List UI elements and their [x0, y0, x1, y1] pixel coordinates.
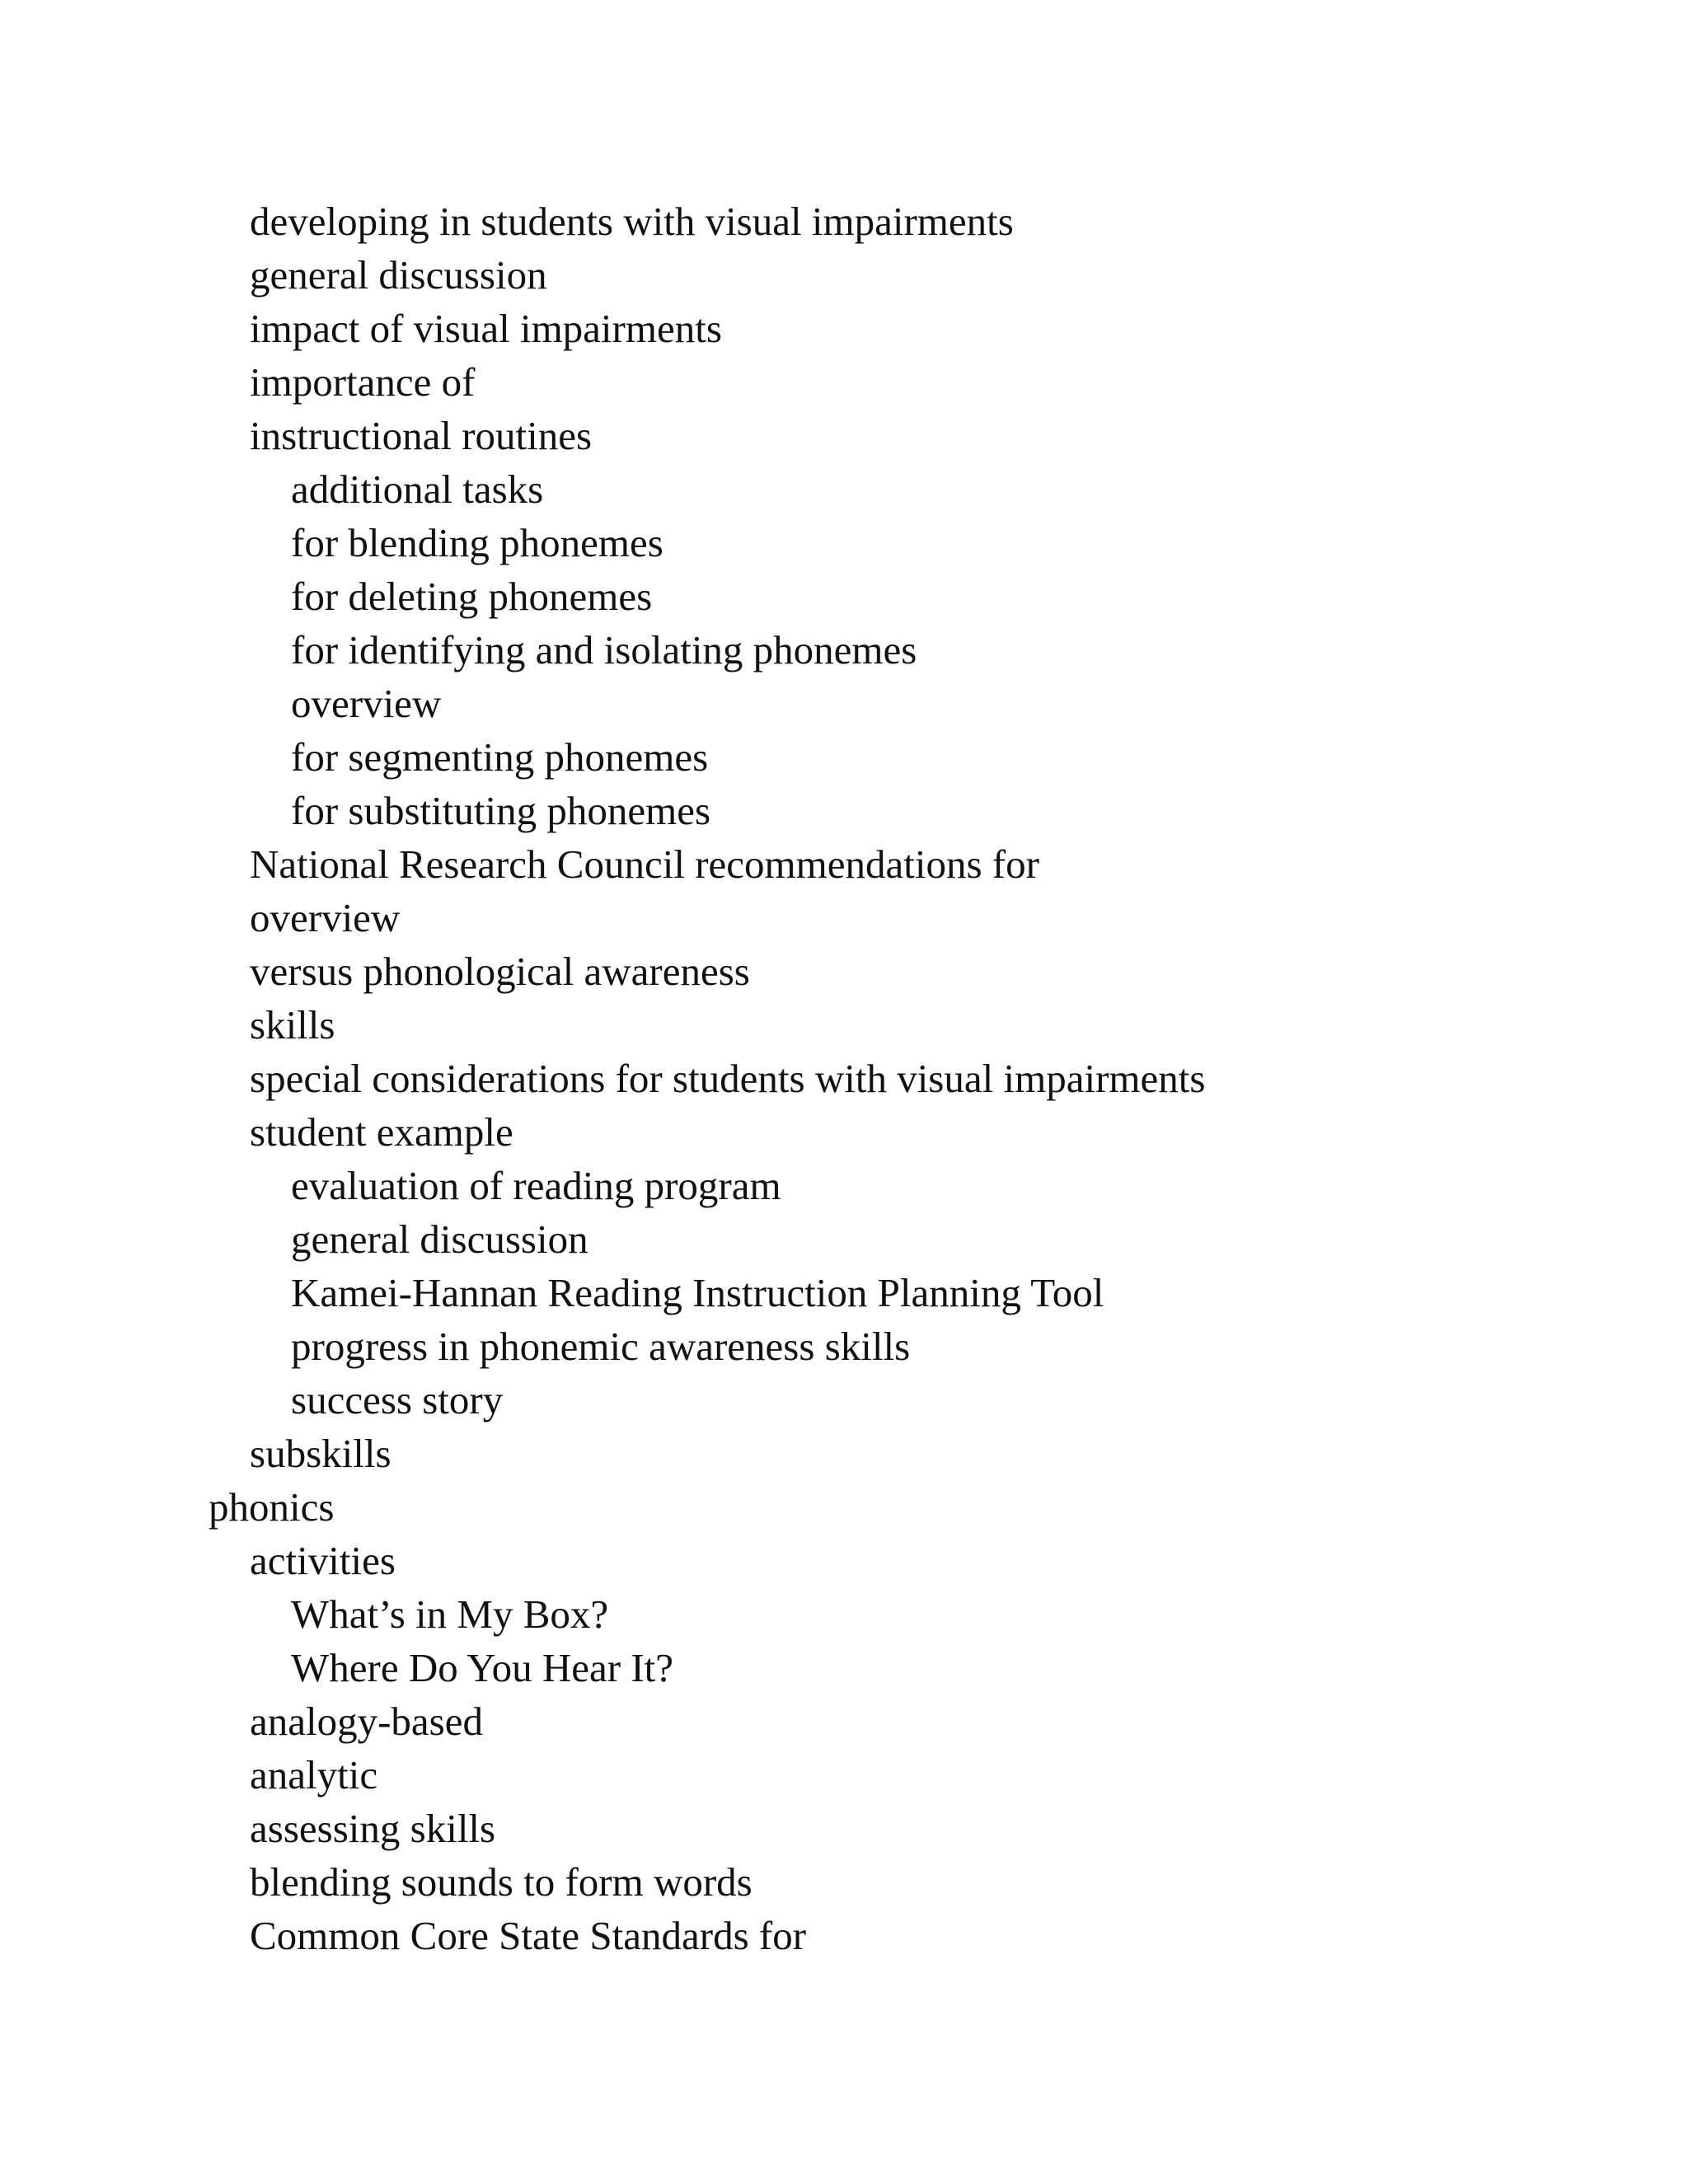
index-subsubentry: evaluation of reading program — [291, 1163, 781, 1208]
index-subentry: special considerations for students with visual impairments — [250, 1056, 1206, 1101]
index-subentry: National Research Council recommendations for — [250, 841, 1039, 887]
index-subsubentry: for identifying and isolating phonemes — [291, 627, 917, 673]
index-subentry: assessing skills — [250, 1806, 496, 1851]
index-subsubentry: What’s in My Box? — [291, 1591, 609, 1637]
index-subentry: analytic — [250, 1752, 378, 1797]
index-subsubentry: additional tasks — [291, 466, 544, 512]
index-subsubentry: Kamei-Hannan Reading Instruction Planning Tool — [291, 1270, 1104, 1315]
index-subentry: importance of — [250, 359, 476, 405]
index-subentry: general discussion — [250, 252, 547, 298]
index-subsubentry: general discussion — [291, 1216, 588, 1262]
index-subsubentry: for blending phonemes — [291, 520, 663, 565]
index-subentry: versus phonological awareness — [250, 949, 750, 994]
index-list — [0, 194, 1688, 1962]
index-main-entry: phonics — [209, 1484, 335, 1530]
index-subentry: instructional routines — [250, 413, 593, 458]
index-subsubentry: overview — [291, 681, 442, 726]
index-subentry: subskills — [250, 1431, 392, 1476]
index-subentry: skills — [250, 1002, 335, 1047]
index-subsubentry: for deleting phonemes — [291, 574, 653, 619]
index-subsubentry: success story — [291, 1377, 504, 1422]
index-subsubentry: progress in phonemic awareness skills — [291, 1324, 911, 1369]
index-subentry: analogy-based — [250, 1699, 483, 1744]
index-subentry: activities — [250, 1538, 396, 1583]
index-subentry: blending sounds to form words — [250, 1859, 753, 1905]
index-subsubentry: for segmenting phonemes — [291, 734, 709, 780]
index-subentry: student example — [250, 1109, 513, 1155]
index-subentry: overview — [250, 895, 401, 940]
index-subentry: Common Core State Standards for — [250, 1913, 807, 1958]
index-subsubentry: Where Do You Hear It? — [291, 1645, 673, 1690]
index-subentry: developing in students with visual impairments — [250, 199, 1014, 244]
index-subsubentry: for substituting phonemes — [291, 788, 711, 833]
index-subentry: impact of visual impairments — [250, 306, 722, 351]
